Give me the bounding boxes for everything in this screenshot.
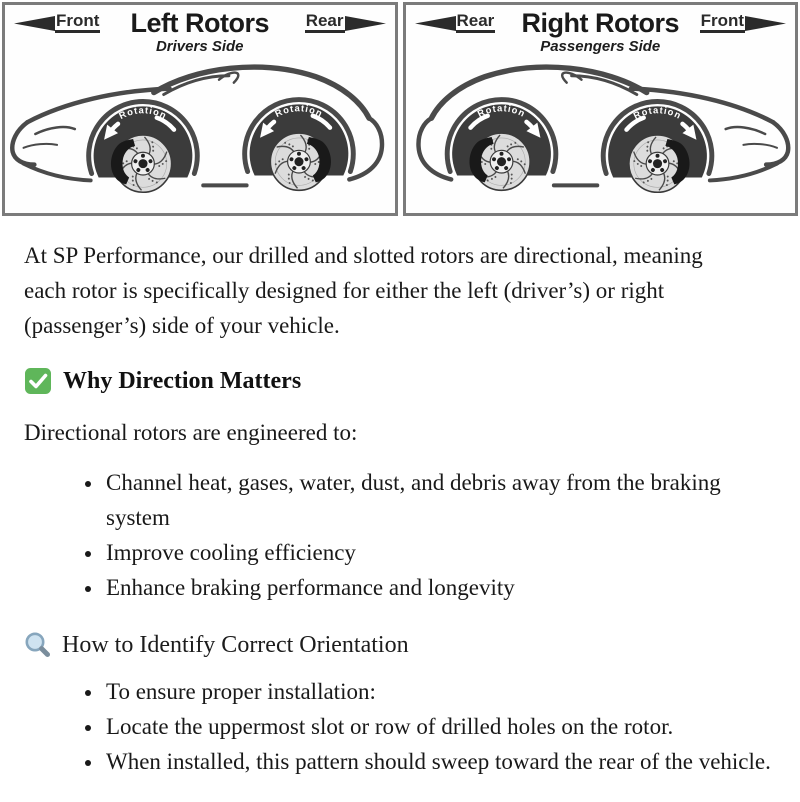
list-item: • Locate the uppermost slot or row of drilled holes on the rotor. — [104, 709, 776, 744]
engineered-lead: Directional rotors are engineered to: — [24, 420, 358, 445]
rear-direction-indicator — [414, 12, 496, 33]
front-direction-indicator — [700, 12, 787, 33]
article-body — [0, 218, 800, 779]
right-rotors-panel — [403, 2, 799, 216]
front-direction-indicator — [13, 12, 100, 33]
list-item: • Channel heat, gases, water, dust, and debris away from the braking system — [104, 465, 776, 535]
arrow-left-icon — [414, 14, 456, 32]
left-panel-header — [5, 5, 395, 57]
identify-orientation-heading — [24, 631, 776, 659]
rotation-label: Rotation — [273, 103, 325, 120]
arrow-right-icon — [745, 14, 787, 32]
panel-title: Right Rotors — [521, 8, 679, 38]
rotor-direction-diagram — [2, 2, 798, 216]
left-rotors-panel — [2, 2, 398, 216]
car-sketch — [12, 67, 382, 192]
rotation-label: Rotation — [631, 105, 683, 122]
front-label: Front — [55, 12, 100, 33]
rear-label: Rear — [456, 12, 496, 33]
right-panel-header — [406, 5, 796, 57]
arrow-right-icon — [345, 14, 387, 32]
arrow-left-icon — [13, 14, 55, 32]
check-mark-icon — [24, 367, 52, 395]
panel-subtitle: Passengers Side — [540, 38, 661, 56]
list-item: • Improve cooling efficiency — [104, 535, 776, 570]
why-direction-heading — [24, 367, 776, 395]
list-item: • Enhance braking performance and longevity — [104, 570, 776, 605]
panel-subtitle: Drivers Side — [155, 38, 244, 56]
rear-label: Rear — [305, 12, 345, 33]
rotation-label: Rotation — [117, 105, 169, 122]
rotation-label: Rotation — [475, 103, 527, 120]
rear-direction-indicator — [305, 12, 387, 33]
why-direction-title: Why Direction Matters — [63, 367, 302, 394]
list-item: • When installed, this pattern should sweep toward the rear of the vehicle. — [104, 744, 776, 779]
magnifying-glass-icon — [24, 631, 52, 659]
intro-paragraph: At SP Performance, our drilled and slotted rotors are directional, meaning each rotor is specifically designed for either the left (driver’s) or right (passenger’s) side of your vehicle. — [24, 243, 703, 338]
car-sketch-mirrored — [418, 67, 788, 192]
left-car-illustration — [5, 57, 395, 213]
right-car-illustration — [406, 57, 796, 213]
benefits-list — [24, 465, 776, 605]
panel-title: Left Rotors — [130, 8, 269, 38]
installation-list — [24, 674, 776, 779]
list-item: • To ensure proper installation: — [104, 674, 776, 709]
front-label: Front — [700, 12, 745, 33]
identify-orientation-title: How to Identify Correct Orientation — [62, 631, 409, 658]
